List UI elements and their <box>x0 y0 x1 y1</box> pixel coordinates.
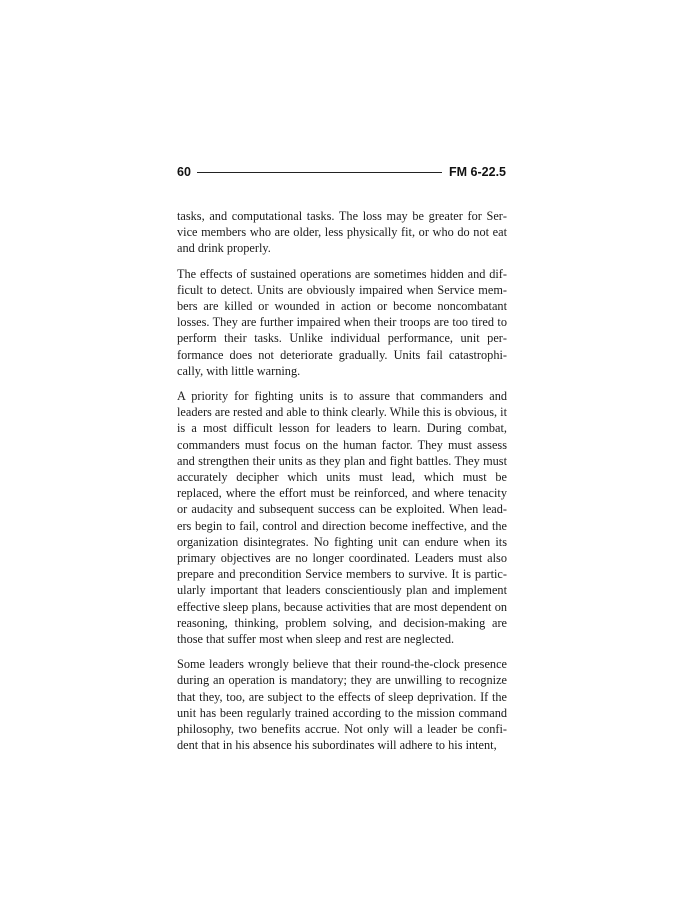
document-id: FM 6-22.5 <box>449 165 506 179</box>
paragraph-2: The effects of sustained operations are sometimes hidden and difficult to detect. Units are obviously impaired when Service members are killed or wounded in action or become noncombatant losses. They are further impaired when their troops are too tired to perform their tasks. Unlike individual performance, unit performance does not deteriorate gradually. Units fail catastrophically, with little warning. <box>177 266 507 378</box>
running-header <box>177 163 506 181</box>
paragraph-3: A priority for fighting units is to assure that commanders and leaders are rested and able to think clearly. While this is obvious, it is a most difficult lesson for leaders to learn. During combat, commanders must focus on the human factor. They must assess and strengthen their units as they plan and fight battles. They must accurately decipher which units must lead, which must be replaced, where the effort must be reinforced, and where tenacity or audacity and subsequent success can be exploited. When leaders begin to fail, control and direction become ineffective, and the organization disintegrates. No fighting unit can endure when its primary objectives are no longer coordinated. Leaders must also prepare and precondition Service members to survive. It is particularly important that leaders conscientiously plan and implement effective sleep plans, because activities that are most dependent on reasoning, thinking, problem solving, and decision-making are those that suffer most when sleep and rest are neglected. <box>177 389 507 647</box>
paragraph-1: tasks, and computational tasks. The loss may be greater for Service members who are older, less physically fit, or who do not eat and drink properly. <box>177 209 507 256</box>
page-number: 60 <box>177 165 191 179</box>
body-text <box>177 208 507 763</box>
header-rule <box>197 172 442 173</box>
paragraph-4: Some leaders wrongly believe that their round-the-clock presence during an operation is mandatory; they are unwilling to recognize that they, too, are subject to the effects of sleep deprivation. If the unit has been regularly trained according to the mission command philosophy, two benefits accrue. Not only will a leader be confident that in his absence his subordinates will adhere to his intent, <box>177 657 507 753</box>
